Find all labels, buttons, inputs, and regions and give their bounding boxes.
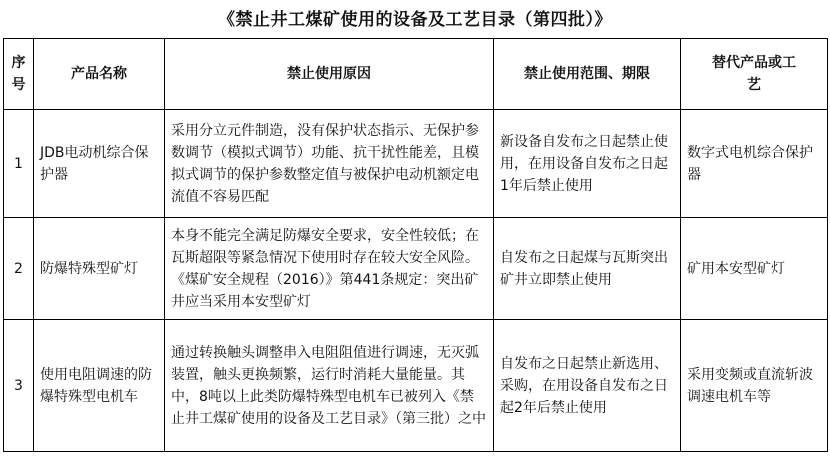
header-num: 序号 <box>4 39 34 110</box>
table-row <box>4 218 828 320</box>
table-header-row <box>4 39 828 110</box>
equipment-table <box>3 38 828 452</box>
row-alternative: 矿用本安型矿灯 <box>681 218 828 320</box>
row-num: 2 <box>4 218 34 320</box>
row-alternative: 数字式电机综合保护器 <box>681 110 828 218</box>
row-alternative: 采用变频或直流斩波调速电机车等 <box>681 320 828 452</box>
row-scope: 自发布之日起煤与瓦斯突出矿井立即禁止使用 <box>494 218 681 320</box>
row-product-name: JDB电动机综合保护器 <box>34 110 165 218</box>
row-num: 1 <box>4 110 34 218</box>
row-reason: 通过转换触头调整串入电阻阻值进行调速，无灭弧装置，触头更换频繁，运行时消耗大量能量。其中，8吨以上此类防爆特殊型电机车已被列入《禁止井工煤矿使用的设备及工艺目录》（第三批）之中 <box>165 320 494 452</box>
row-reason: 采用分立元件制造，没有保护状态指示、无保护参数调节（模拟式调节）功能、抗干扰性能差，且模拟式调节的保护参数整定值与被保护电动机额定电流值不容易匹配 <box>165 110 494 218</box>
row-product-name: 使用电阻调速的防爆特殊型电机车 <box>34 320 165 452</box>
document-title: 《禁止井工煤矿使用的设备及工艺目录（第四批）》 <box>218 10 612 30</box>
row-reason: 本身不能完全满足防爆安全要求，安全性较低；在瓦斯超限等紧急情况下使用时存在较大安全风险。《煤矿安全规程（2016）》第441条规定：突出矿井应当采用本安型矿灯 <box>165 218 494 320</box>
row-scope: 自发布之日起禁止新选用、采购，在用设备自发布之日起2年后禁止使用 <box>494 320 681 452</box>
header-reason: 禁止使用原因 <box>165 39 494 110</box>
row-num: 3 <box>4 320 34 452</box>
row-scope: 新设备自发布之日起禁止使用，在用设备自发布之日起1年后禁止使用 <box>494 110 681 218</box>
table-row <box>4 320 828 452</box>
table-row <box>4 110 828 218</box>
row-product-name: 防爆特殊型矿灯 <box>34 218 165 320</box>
header-scope: 禁止使用范围、期限 <box>494 39 681 110</box>
header-name: 产品名称 <box>34 39 165 110</box>
header-alt: 替代产品或工艺 <box>681 39 828 110</box>
